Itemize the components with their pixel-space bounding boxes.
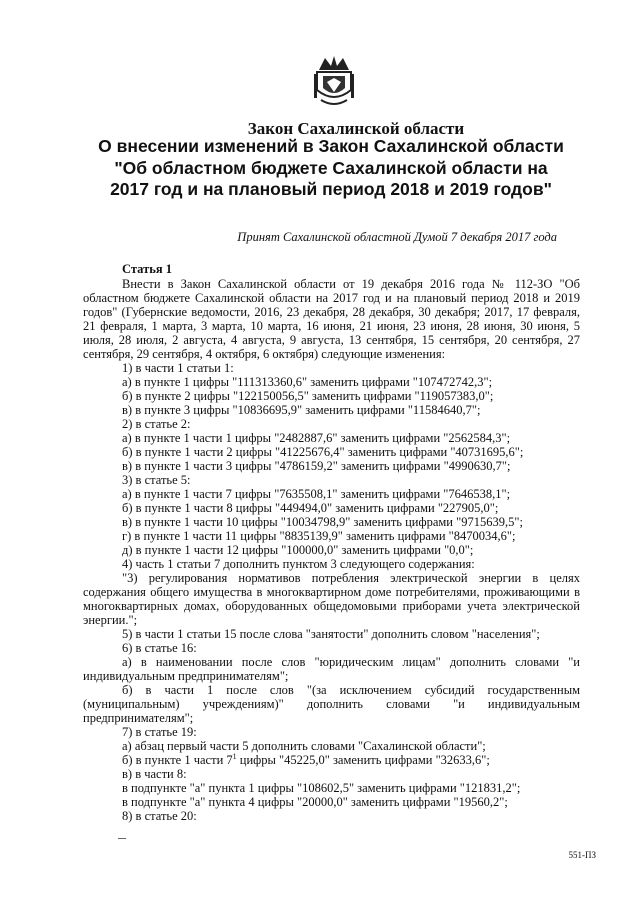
- amendment-line: а) абзац первый части 5 дополнить словами "Сахалинской области";: [122, 739, 486, 753]
- amendment-line: в подпункте "а" пункта 4 цифры "20000,0" заменить цифрами "19560,2";: [122, 795, 508, 809]
- amendment-line: 7) в статье 19:: [122, 725, 197, 739]
- adoption-note: Принят Сахалинской областной Думой 7 декабря 2017 года: [237, 230, 557, 244]
- article-heading: Статья 1: [122, 262, 172, 276]
- amendment-line: 2) в статье 2:: [122, 417, 191, 431]
- amendment-line: б) в пункте 1 части 2 цифры "41225676,4" заменить цифрами "40731695,6";: [122, 445, 524, 459]
- amendment-line: 4) часть 1 статьи 7 дополнить пунктом 3 следующего содержания:: [122, 557, 475, 571]
- quoted-provision: "3) регулирования нормативов потребления электрической энергии в целях содержания общего имущества в многоквартирном доме потребителями, проживающими в многоквартирных домах, оборудованных общедомовыми приборами учета электрической энергии.";: [83, 571, 580, 627]
- amendment-line: б) в пункте 2 цифры "122150056,5" заменить цифрами "119057383,0";: [122, 389, 494, 403]
- amendment-line: а) в пункте 1 части 7 цифры "7635508,1" заменить цифрами "7646538,1";: [122, 487, 511, 501]
- line-text-start: б) в пункте 1 части 7: [122, 753, 233, 767]
- document-body: [83, 262, 580, 823]
- amendment-line: б) в части 1 после слов "(за исключением субсидий государственным (муниципальным) учреждениям)" дополнить словами "и индивидуальным предпринимателям";: [83, 683, 580, 725]
- amendment-line: д) в пункте 1 части 12 цифры "100000,0" заменить цифрами "0,0";: [122, 543, 474, 557]
- document-title: О внесении изменений в Закон Сахалинской области "Об областном бюджете Сахалинской области на 2017 год и на плановый период 2018 и 2019 годов": [98, 136, 564, 199]
- amendment-line: 1) в части 1 статьи 1:: [122, 361, 234, 375]
- scan-mark: [118, 838, 126, 842]
- amendment-line: 5) в части 1 статьи 15 после слова "занятости" дополнить словом "населения";: [122, 627, 540, 641]
- law-heading: Закон Сахалинской области: [247, 119, 465, 138]
- article-intro: Внести в Закон Сахалинской области от 19 декабря 2016 года № 112-ЗО "Об областном бюджете Сахалинской области на 2017 год и на плановый период 2018 и 2019 годов" (Губернские ведомости, 2016, 23 декабря, 28 декабря, 30 декабря; 2017, 17 февраля, 21 февраля, 1 марта, 3 марта, 10 марта, 16 июня, 21 июня, 23 июня, 28 июня, 30 июня, 5 июля, 28 июля, 2 августа, 4 августа, 9 августа, 13 сентября, 15 сентября, 20 сентября, 27 сентября, 29 сентября, 4 октября, 6 октября) следующие изменения:: [83, 277, 580, 361]
- amendment-line-with-superscript: [83, 753, 580, 767]
- superscript: 1: [232, 751, 237, 761]
- amendment-line: в) в части 8:: [122, 767, 187, 781]
- amendment-line: в подпункте "а" пункта 1 цифры "108602,5" заменить цифрами "121831,2";: [122, 781, 521, 795]
- amendment-line: в) в пункте 1 части 3 цифры "4786159,2" заменить цифрами "4990630,7";: [122, 459, 511, 473]
- amendment-line: а) в пункте 1 части 1 цифры "2482887,6" заменить цифрами "2562584,3";: [122, 431, 511, 445]
- amendment-line: г) в пункте 1 части 11 цифры "8835139,9" заменить цифрами "8470034,6";: [122, 529, 516, 543]
- amendment-line: 8) в статье 20:: [122, 809, 197, 823]
- coat-of-arms-icon: [311, 52, 357, 108]
- amendment-line: 3) в статье 5:: [122, 473, 191, 487]
- document-code: 551-ПЗ: [568, 850, 596, 860]
- amendment-line: а) в пункте 1 цифры "111313360,6" заменить цифрами "107472742,3";: [122, 375, 493, 389]
- amendment-line: 6) в статье 16:: [122, 641, 197, 655]
- line-text-end: цифры "45225,0" заменить цифрами "32633,6";: [236, 753, 490, 767]
- amendment-line: в) в пункте 1 части 10 цифры "10034798,9" заменить цифрами "9715639,5";: [122, 515, 523, 529]
- amendment-line: б) в пункте 1 части 8 цифры "449494,0" заменить цифрами "227905,0";: [122, 501, 499, 515]
- amendment-line: в) в пункте 3 цифры "10836695,9" заменить цифрами "11584640,7";: [122, 403, 481, 417]
- amendment-line: а) в наименовании после слов "юридическим лицам" дополнить словами "и индивидуальным предпринимателям";: [83, 655, 580, 683]
